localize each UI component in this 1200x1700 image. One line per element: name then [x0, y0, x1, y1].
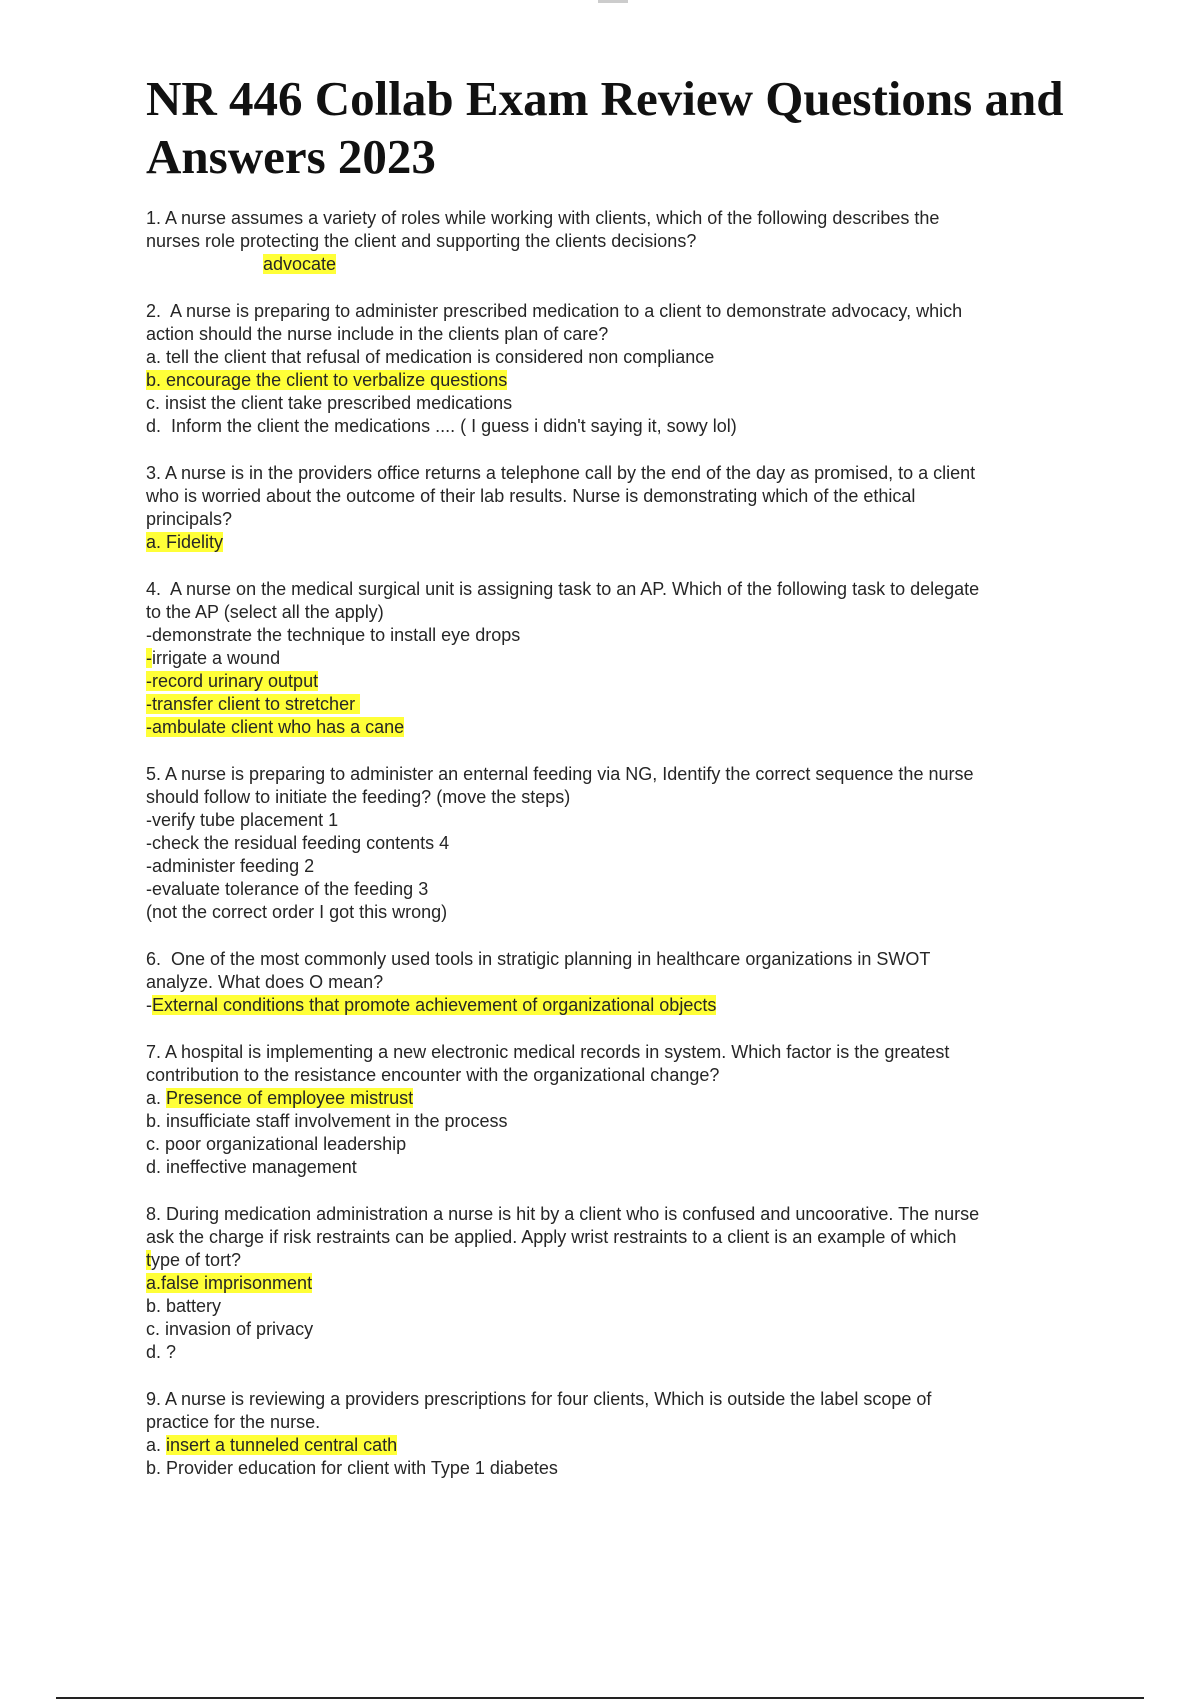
question-line: [146, 1156, 1076, 1179]
question-5: [146, 763, 1076, 924]
line-text: c. poor organizational leadership: [146, 1134, 407, 1154]
question-line: [146, 207, 1076, 230]
line-text: a. tell the client that refusal of medication is considered non compliance: [146, 347, 720, 367]
question-line: [146, 392, 1076, 415]
highlighted-answer: a.false imprisonment: [146, 1273, 313, 1293]
line-text: -demonstrate the technique to install eye drops: [146, 625, 521, 645]
question-line: [146, 1295, 1076, 1318]
line-text: principals?: [146, 509, 233, 529]
line-text: (not the correct order I got this wrong): [146, 902, 448, 922]
question-9: [146, 1388, 1076, 1480]
highlighted-answer: b. encourage the client to verbalize questions: [146, 370, 508, 390]
question-line: [146, 1318, 1076, 1341]
line-text: d. ?: [146, 1342, 177, 1362]
question-line: [146, 994, 1076, 1017]
highlighted-answer: t: [146, 1250, 152, 1270]
question-line: [146, 1249, 1076, 1272]
question-line: [146, 1457, 1076, 1480]
line-text: practice for the nurse.: [146, 1412, 321, 1432]
line-text: contribution to the resistance encounter with the organizational change?: [146, 1065, 720, 1085]
line-text: 7. A hospital is implementing a new electronic medical records in system. Which factor is the greatest: [146, 1042, 950, 1062]
question-line: [146, 323, 1076, 346]
highlighted-answer: a. Fidelity: [146, 532, 224, 552]
question-line: [146, 878, 1076, 901]
question-line: [146, 670, 1076, 693]
line-text: -administer feeding 2: [146, 856, 315, 876]
line-text: c. insist the client take prescribed medications: [146, 393, 513, 413]
question-list: [146, 207, 1076, 1480]
question-line: [146, 1341, 1076, 1364]
question-2: [146, 300, 1076, 438]
line-text: nurses role protecting the client and supporting the clients decisions?: [146, 231, 697, 251]
question-line: [146, 1272, 1076, 1295]
question-line: [146, 1226, 1076, 1249]
question-line: [146, 1203, 1076, 1226]
line-text: -evaluate tolerance of the feeding 3: [146, 879, 429, 899]
line-text: a.: [146, 1088, 167, 1108]
line-text: b. insufficiate staff involvement in the process: [146, 1111, 508, 1131]
line-text: 9. A nurse is reviewing a providers prescriptions for four clients, Which is outside the label scope of: [146, 1389, 932, 1409]
line-text: 4. A nurse on the medical surgical unit is assigning task to an AP. Which of the following task to delegate: [146, 579, 980, 599]
line-text: 5. A nurse is preparing to administer an enternal feeding via NG, Identify the correct sequence the nurse: [146, 764, 974, 784]
line-text: 8. During medication administration a nurse is hit by a client who is confused and uncoorative. The nurse: [146, 1204, 980, 1224]
question-line: [146, 971, 1076, 994]
question-line: [146, 508, 1076, 531]
line-text: -check the residual feeding contents 4: [146, 833, 450, 853]
question-line: [146, 901, 1076, 924]
question-line: [146, 531, 1076, 554]
line-text: d. ineffective management: [146, 1157, 357, 1177]
page-bottom-rule: [56, 1697, 1144, 1699]
question-line: [146, 1110, 1076, 1133]
question-line: [146, 786, 1076, 809]
question-line: [146, 485, 1076, 508]
question-line: [146, 462, 1076, 485]
question-line: [146, 809, 1076, 832]
line-text: d. Inform the client the medications .... ( I guess i didn't saying it, sowy lol): [146, 416, 737, 436]
highlighted-answer: Presence of employee mistrust: [166, 1088, 414, 1108]
line-text: ype of tort?: [151, 1250, 242, 1270]
page-top-mark: [598, 0, 628, 3]
highlighted-answer: -record urinary output: [146, 671, 319, 691]
question-4: [146, 578, 1076, 739]
line-text: action should the nurse include in the clients plan of care?: [146, 324, 609, 344]
line-text: who is worried about the outcome of their lab results. Nurse is demonstrating which of the ethical: [146, 486, 916, 506]
line-text: -verify tube placement 1: [146, 810, 339, 830]
line-text: b. battery: [146, 1296, 222, 1316]
question-6: [146, 948, 1076, 1017]
question-line: [146, 855, 1076, 878]
question-line: [146, 300, 1076, 323]
line-text: should follow to initiate the feeding? (move the steps): [146, 787, 571, 807]
line-text: b. Provider education for client with Type 1 diabetes: [146, 1458, 558, 1478]
question-1: [146, 207, 1076, 276]
question-7: [146, 1041, 1076, 1179]
question-line: [146, 647, 1076, 670]
highlighted-answer: -transfer client to stretcher: [146, 694, 361, 714]
question-line: [146, 601, 1076, 624]
question-line: [146, 1133, 1076, 1156]
question-line: [146, 346, 1076, 369]
question-line: [146, 230, 1076, 253]
line-text: 6. One of the most commonly used tools in stratigic planning in healthcare organizations in SWOT: [146, 949, 931, 969]
document-page: [146, 70, 1076, 1504]
line-text: c. invasion of privacy: [146, 1319, 314, 1339]
line-text: 1. A nurse assumes a variety of roles while working with clients, which of the following describes the: [146, 208, 940, 228]
question-line: [146, 1087, 1076, 1110]
highlighted-answer: advocate: [263, 254, 337, 274]
question-line: [146, 578, 1076, 601]
question-3: [146, 462, 1076, 554]
line-text: to the AP (select all the apply): [146, 602, 384, 622]
question-line: [146, 716, 1076, 739]
question-line: [146, 1388, 1076, 1411]
question-line: [146, 369, 1076, 392]
question-line: [146, 415, 1076, 438]
question-line: [146, 624, 1076, 647]
highlighted-answer: External conditions that promote achievement of organizational objects: [152, 995, 717, 1015]
question-line: [146, 1434, 1076, 1457]
highlighted-answer: -ambulate client who has a cane: [146, 717, 405, 737]
highlighted-answer: -: [146, 648, 152, 668]
question-line: [146, 253, 1076, 276]
line-text: irrigate a wound: [152, 648, 281, 668]
highlighted-answer: insert a tunneled central cath: [166, 1435, 398, 1455]
line-text: -: [146, 995, 152, 1015]
document-title: NR 446 Collab Exam Review Questions and Answers 2023: [146, 71, 1064, 184]
line-text: a.: [146, 1435, 167, 1455]
question-8: [146, 1203, 1076, 1364]
question-line: [146, 693, 1076, 716]
question-line: [146, 1064, 1076, 1087]
question-line: [146, 1411, 1076, 1434]
line-text: ask the charge if risk restraints can be applied. Apply wrist restraints to a client is an example of which: [146, 1227, 962, 1247]
question-line: [146, 1041, 1076, 1064]
question-line: [146, 763, 1076, 786]
line-text: 2. A nurse is preparing to administer prescribed medication to a client to demonstrate advocacy, which: [146, 301, 963, 321]
question-line: [146, 832, 1076, 855]
line-text: 3. A nurse is in the providers office returns a telephone call by the end of the day as promised, to a client: [146, 463, 976, 483]
question-line: [146, 948, 1076, 971]
line-text: analyze. What does O mean?: [146, 972, 384, 992]
